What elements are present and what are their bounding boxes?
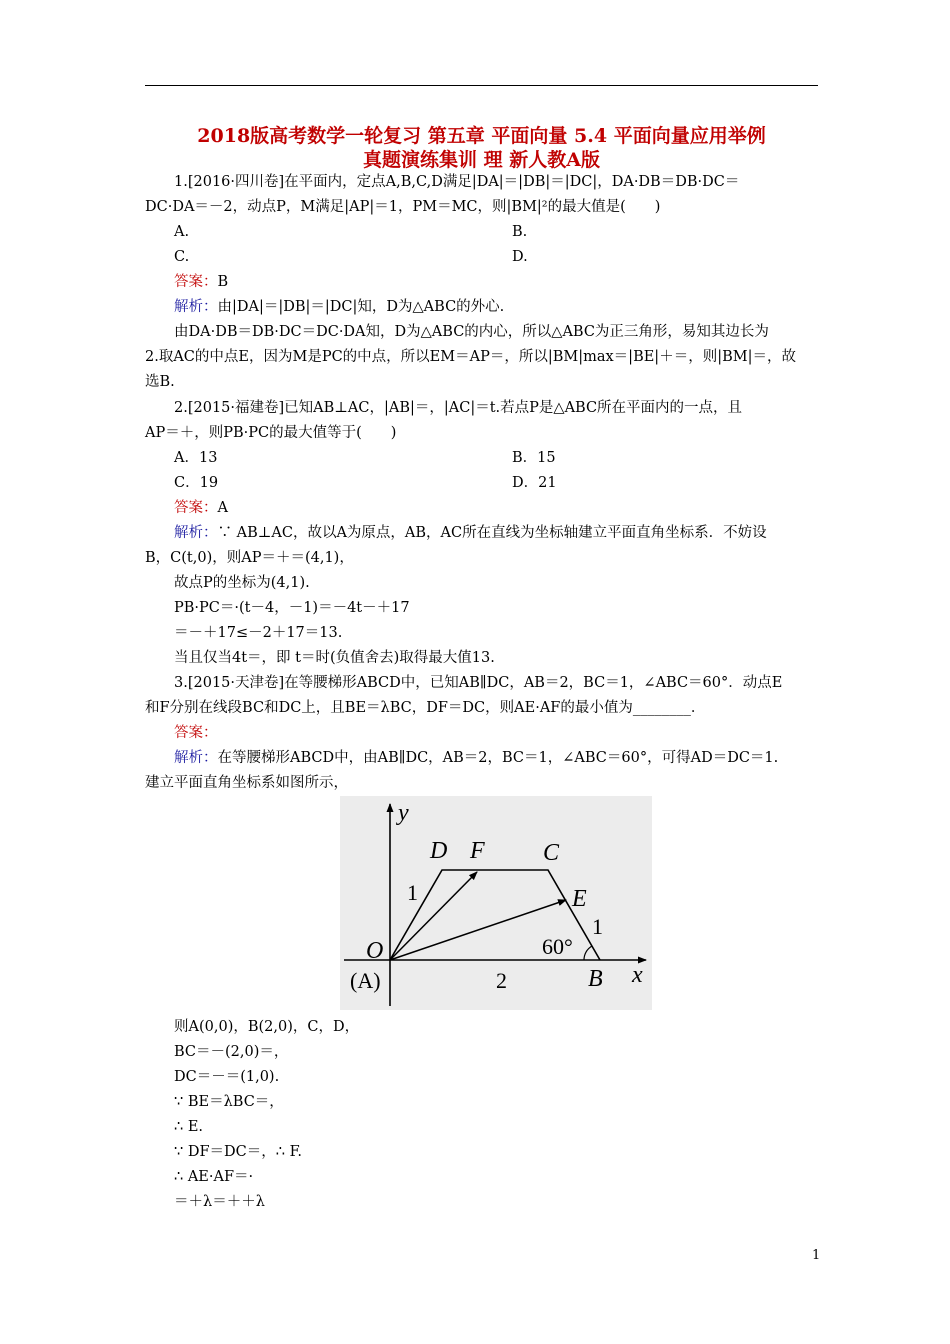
explanation-text: 在等腰梯形ABCD中，由AB∥DC，AB＝2，BC＝1，∠ABC＝60°，可得AD＝DC＝1.: [217, 750, 779, 766]
q3-work-line4: ∵ BE＝λBC＝，: [174, 1094, 284, 1110]
q1-option-b: B.: [512, 224, 528, 240]
q2-option-c: C．19: [174, 475, 219, 491]
angle-arc: [584, 946, 592, 960]
trapezoid-figure: [340, 796, 652, 1010]
q1-option-c: C.: [174, 249, 190, 265]
label-f: F: [470, 838, 485, 864]
q1-option-a: A.: [174, 224, 190, 240]
label-a: (A): [350, 968, 381, 993]
q2-explanation-line2: B，C(t,0)，则AP＝＋＝(4,1)，: [145, 550, 354, 566]
q3-explanation-line1: [174, 748, 778, 768]
q2-explanation-line5: ＝－＋17≤－2＋17＝13.: [174, 625, 343, 641]
q3-work-line2: BC＝－(2,0)＝，: [174, 1044, 289, 1060]
doc-title-line1: 2018版高考数学一轮复习 第五章 平面向量 5.4 平面向量应用举例: [197, 125, 766, 147]
q2-option-a: A．13: [174, 450, 218, 466]
label-x: x: [632, 962, 643, 988]
q2-stem-line1: 2.[2015·福建卷]已知AB⊥AC，|AB|＝，|AC|＝t.若点P是△ABC所在平面内的一点，且: [174, 400, 743, 416]
doc-title-line2: 真题演练集训 理 新人教A版: [363, 149, 600, 171]
q1-explanation-line4: 选B.: [145, 374, 175, 390]
q2-explanation-line1: [174, 523, 767, 543]
explanation-label: 解析：: [174, 525, 218, 541]
q2-option-d: D．21: [512, 475, 557, 491]
q2-stem-line2: AP＝＋，则PB·PC的最大值等于( ): [145, 425, 397, 441]
q3-stem-line1: 3.[2015·天津卷]在等腰梯形ABCD中，已知AB∥DC，AB＝2，BC＝1，∠ABC＝60°．动点E: [174, 675, 783, 691]
q2-explanation-line6: 当且仅当4t＝，即 t＝时(负值舍去)取得最大值13.: [174, 650, 495, 666]
label-one-right: 1: [592, 914, 603, 939]
vector-ae: [390, 900, 566, 960]
label-y: y: [398, 800, 409, 826]
q1-explanation-line2: 由DA·DB＝DB·DC＝DC·DA知，D为△ABC的内心，所以△ABC为正三角形，易知其边长为: [174, 324, 769, 340]
q1-explanation-line3: 2.取AC的中点E，因为M是PC的中点，所以EM＝AP＝，所以|BM|max＝|BE|＋＝，则|BM|＝，故: [145, 349, 796, 365]
page-number: 1: [812, 1248, 821, 1263]
q1-answer: [174, 272, 228, 292]
q3-stem-line2: 和F分别在线段BC和DC上，且BE＝λBC，DF＝DC，则AE·AF的最小值为________．: [145, 700, 706, 716]
label-two: 2: [496, 968, 507, 993]
header-rule: [145, 85, 818, 86]
label-b: B: [588, 966, 603, 992]
q2-answer: [174, 498, 228, 518]
label-d: D: [430, 838, 448, 864]
trapezoid-diagram: [340, 796, 652, 1010]
q2-explanation-line3: 故点P的坐标为(4,1).: [174, 575, 310, 591]
q1-option-d: D.: [512, 249, 528, 265]
q2-explanation-line4: PB·PC＝·(t－4，－1)＝－4t－＋17: [174, 600, 410, 616]
q3-work-line6: ∵ DF＝DC＝，∴ F.: [174, 1144, 302, 1160]
answer-label: 答案：: [174, 725, 218, 741]
q1-stem-line2: DC·DA＝－2，动点P，M满足|AP|＝1，PM＝MC，则|BM|²的最大值是( ): [145, 199, 661, 215]
q3-explanation-line2: 建立平面直角坐标系如图所示，: [145, 775, 348, 791]
answer-value: B: [217, 274, 229, 290]
q3-work-line7: ∴ AE·AF＝·: [174, 1169, 254, 1185]
label-o: O: [366, 938, 384, 964]
label-c: C: [543, 840, 560, 866]
q1-stem-line1: 1.[2016·四川卷]在平面内，定点A,B,C,D满足|DA|＝|DB|＝|DC|，DA·DB＝DB·DC＝: [174, 174, 740, 190]
q3-answer: [174, 723, 218, 743]
answer-label: 答案：: [174, 274, 218, 290]
label-one-left: 1: [407, 880, 418, 905]
explanation-label: 解析：: [174, 299, 218, 315]
q3-work-line3: DC＝－＝(1,0).: [174, 1069, 280, 1085]
explanation-text: 由|DA|＝|DB|＝|DC|知，D为△ABC的外心.: [217, 299, 505, 315]
q3-work-line5: ∴ E.: [174, 1119, 204, 1135]
q1-explanation-line1: [174, 297, 504, 317]
explanation-text: ∵ AB⊥AC，故以A为原点，AB，AC所在直线为坐标轴建立平面直角坐标系．不妨设: [217, 525, 767, 541]
label-angle: 60°: [542, 934, 573, 959]
explanation-label: 解析：: [174, 750, 218, 766]
q2-option-b: B．15: [512, 450, 556, 466]
q3-work-line1: 则A(0,0)，B(2,0)，C，D，: [174, 1019, 360, 1035]
answer-label: 答案：: [174, 500, 218, 516]
answer-value: A: [217, 500, 228, 516]
q3-work-line8: ＝＋λ＝＋＋λ: [174, 1194, 265, 1210]
label-e: E: [572, 886, 587, 912]
